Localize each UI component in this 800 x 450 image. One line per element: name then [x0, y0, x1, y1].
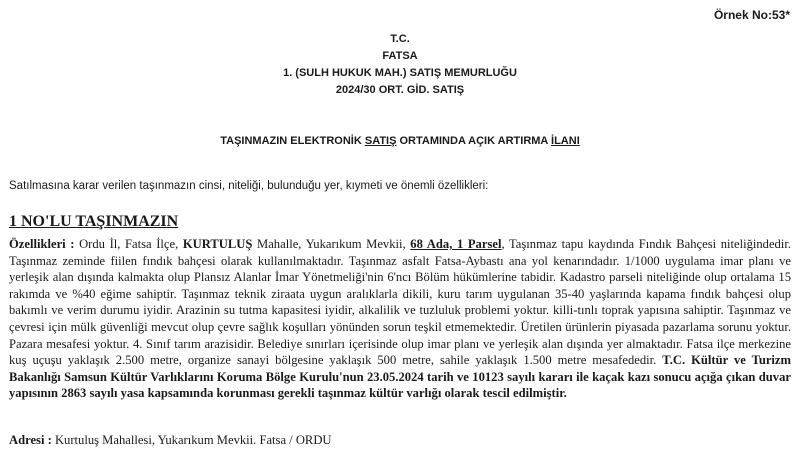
features-text-2: Mahalle, Yukarıkum Mevkii, [252, 237, 411, 251]
announcement-title-ilani: İLANI [551, 135, 580, 147]
features-text-3: , Taşınmaz tapu kaydında Fındık Bahçesi niteliğindedir. Taşınmaz zeminde fiilen fındık bahçesi olarak kullanılmaktadır. Taşınmaz asfalt Fatsa-Aybastı ana yol kenarındadır. 1/1000 uygulama imar planı ve yerleşik alan dışında kalmakta olup Plansız Alanlar İmar Yönetmeliği'nin 6'ncı Bölüm hükümlerine tabidir. Kadastro parseli niteliğinde olup ortalama 15 rakımda ve %40 eğime sahiptir. Taşınmaz teknik ziraata uygun aralıklarla dikili, kuru tarım uygulanan 35-40 yaşlarında kapama fındık bahçesi olup bakımlı ve verim durumu iyidir. Arazinin su tutma kapasitesi iyidir, alkalilik ve tuzluluk problemi yoktur. killi-tınlı toprak yapısına sahiptir. Taşınmaz ve çevresi için mülk güvenliği mevcut olup çevre sağlık koşulları yönünden sorun teşkil etmemektedir. Üretilen ürünlerin piyasada pazarlama sorunu yoktur. Pazara mesafesi yoktur. 4. Sınıf tarım arazisidir. Belediye sınırları içerisinde olup imar planı ve yerleşik alan dışında yer almaktadır. Fatsa ilçe merkezine kuş uçuşu yaklaşık 2.500 metre, organize sanayi bölgesine yaklaşık 500 metre, sahile yaklaşık 1.500 metre mesafededir. [9, 237, 792, 368]
header-line-file-number: 2024/30 ORT. GİD. SATIŞ [335, 84, 465, 96]
features-text-1: Ordu İl, Fatsa İlçe, [74, 237, 183, 251]
property-features [9, 236, 791, 402]
announcement-title-part1: TAŞINMAZIN ELEKTRONİK [220, 135, 365, 147]
address-value: Kurtuluş Mahallesi, Yukarıkum Mevkii. Fatsa / ORDU [51, 433, 332, 447]
features-neighborhood: KURTULUŞ [182, 237, 253, 251]
announcement-title [0, 135, 800, 147]
property-section-heading: 1 NO'LU TAŞINMAZIN [9, 213, 179, 230]
address-label: Adresi : [9, 433, 52, 447]
announcement-title-part3: ORTAMINDA AÇIK ARTIRMA [396, 135, 552, 147]
sample-number: Örnek No:53* [713, 8, 790, 22]
features-block-parcel: 68 Ada, 1 Parsel [410, 237, 502, 251]
header-line-city: FATSA [382, 50, 418, 62]
features-label: Özellikleri : [9, 237, 75, 251]
document-header [0, 31, 800, 99]
property-address [9, 432, 791, 449]
header-line-office: 1. (SULH HUKUK MAH.) SATIŞ MEMURLUĞU [283, 67, 517, 79]
features-heritage-note: T.C. Kültür ve Turizm Bakanlığı Samsun Kültür Varlıklarını Koruma Bölge Kurulu'nun 23.05.2024 tarih ve 10123 sayılı kararı ile kaçak kazı sonucu açığa çıkan duvar yapısının 2863 sayılı yasa kapsamında korunması gerekli taşınmaz kültür varlığı olarak tescil edilmiştir. [9, 353, 791, 401]
intro-text: Satılmasına karar verilen taşınmazın cinsi, niteliği, bulunduğu yer, kıymeti ve önemli özellikleri: [9, 180, 489, 192]
header-line-tc: T.C. [390, 33, 410, 45]
announcement-title-satis: SATIŞ [364, 135, 397, 147]
